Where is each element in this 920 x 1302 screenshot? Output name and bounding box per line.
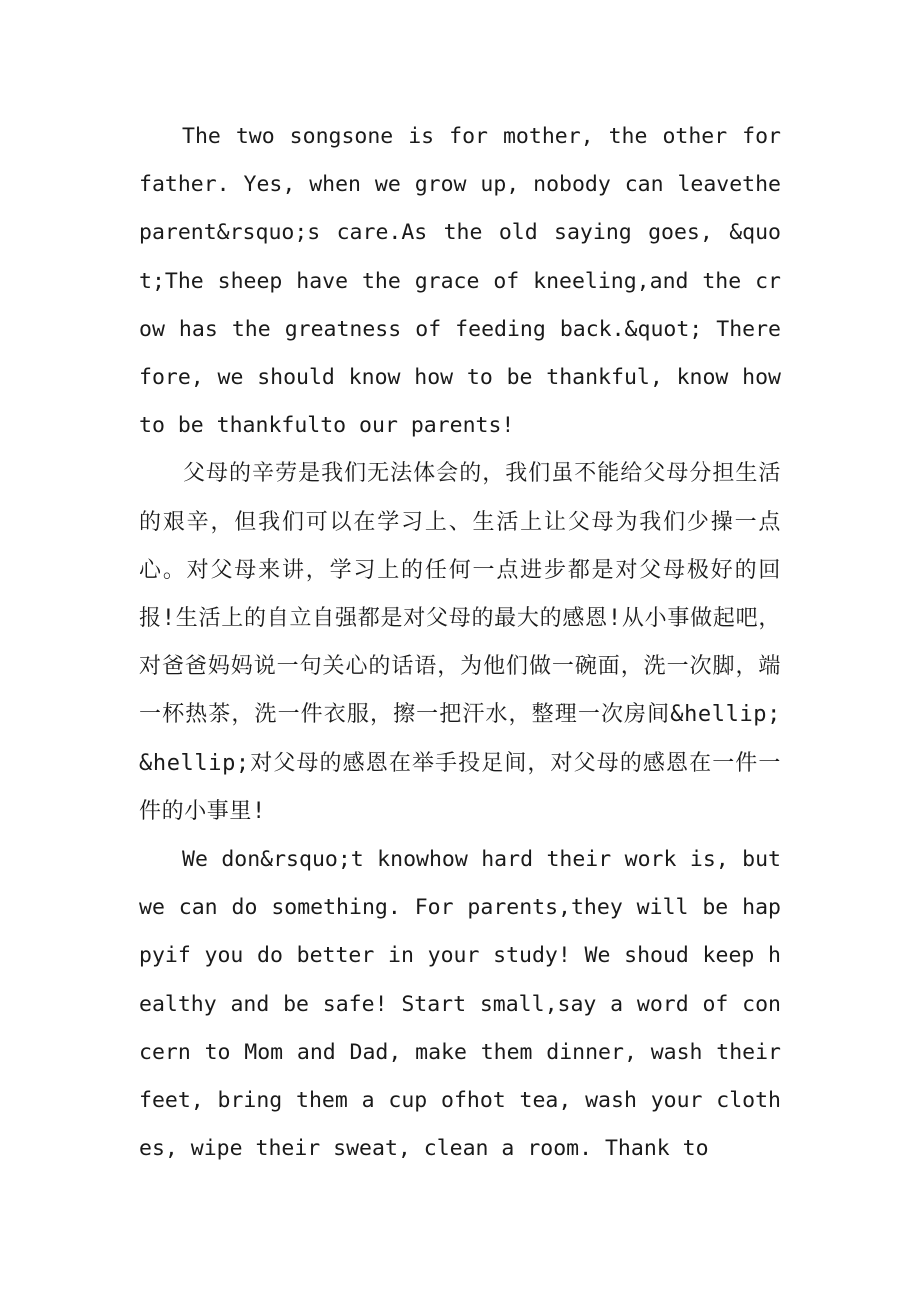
document-body: [139, 113, 781, 1173]
paragraph-chinese-gratitude: 父母的辛劳是我们无法体会的，我们虽不能给父母分担生活的艰辛，但我们可以在学习上、生活上让父母为我们少操一点心。对父母来讲，学习上的任何一点进步都是对父母极好的回报!生活上的自立自强都是对父母的最大的感恩!从小事做起吧，对爸爸妈妈说一句关心的话语，为他们做一碗面，洗一次脚，端一杯热茶，洗一件衣服，擦一把汗水，整理一次房间&hellip;&hellip;对父母的感恩在举手投足间，对父母的感恩在一件一件的小事里!: [139, 461, 781, 824]
paragraph-english-actions: We don&rsquo;t knowhow hard their work is, but we can do something. For parents,they will be happyif you do better in your study! We shoud keep healthy and be safe! Start small,say a word of concern to Mom and Dad, make them dinner, wash their feet, bring them a cup ofhot tea, wash your clothes, wipe their sweat, clean a room. Thank to: [139, 847, 781, 1162]
paragraph-english-gratitude: The two songsone is for mother, the other for father. Yes, when we grow up, nobody can leavethe parent&rsquo;s care.As the old saying goes, &quot;The sheep have the grace of kneeling,and the crow has the greatness of feeding back.&quot; Therefore, we should know how to be thankful, know how to be thankfulto our parents!: [139, 124, 781, 439]
